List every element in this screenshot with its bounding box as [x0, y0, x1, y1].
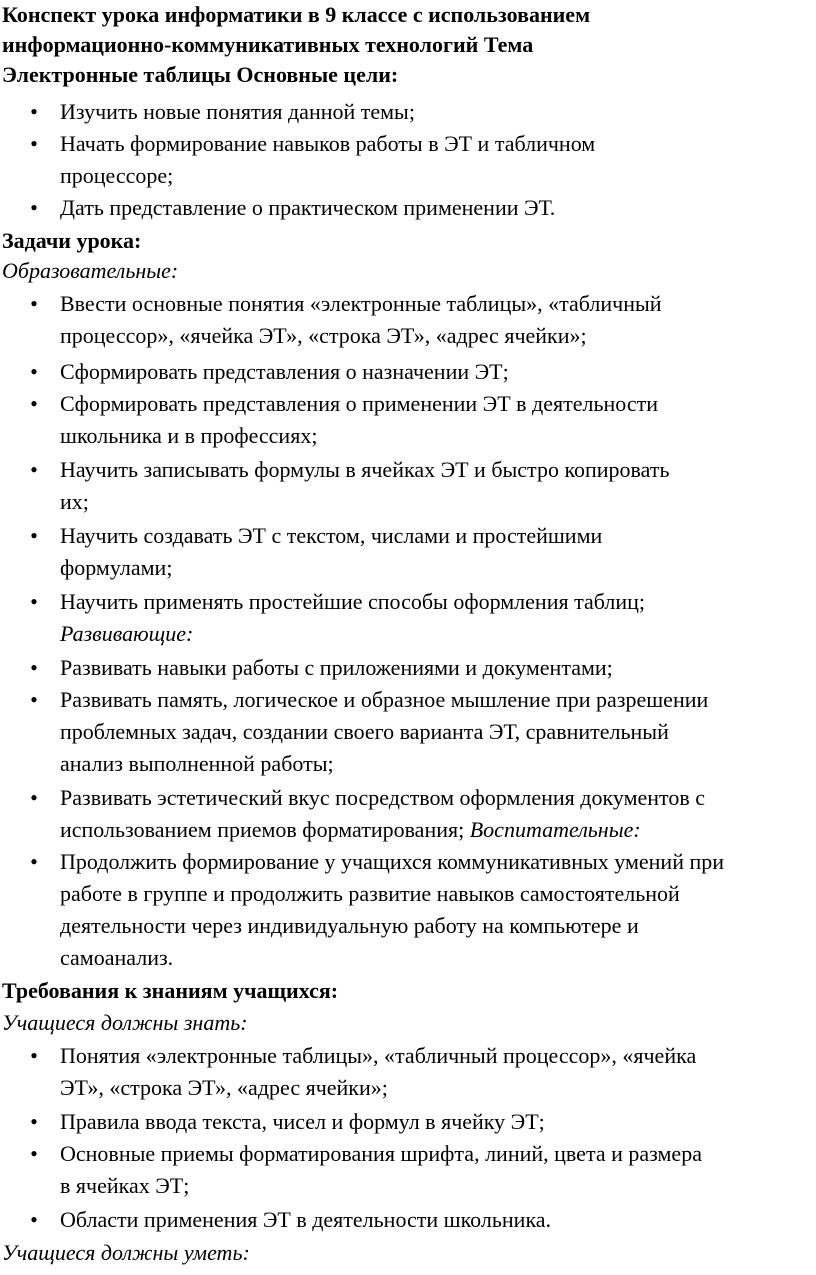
bullet-icon: •: [30, 99, 38, 124]
goal-text: процессоре;: [60, 163, 174, 188]
document-title: [2, 0, 812, 90]
item-text: в ячейках ЭТ;: [60, 1173, 190, 1198]
bullet-icon: •: [30, 291, 38, 316]
bullet-icon: •: [30, 785, 38, 810]
educational-item: [30, 586, 812, 650]
item-text: формулами;: [60, 555, 173, 580]
tasks-heading: Задачи урока:: [2, 228, 142, 253]
item-text: Понятия «электронные таблицы», «табличный процессор», «ячейка: [60, 1043, 697, 1068]
item-text: анализ выполненной работы;: [60, 751, 334, 776]
bullet-icon: •: [30, 589, 38, 614]
must-know-heading: Учащиеся должны знать:: [2, 1010, 248, 1035]
educational-item: [30, 388, 812, 452]
item-text: Продолжить формирование у учащихся коммуникативных умений при: [60, 849, 725, 874]
educational-heading: Образовательные:: [2, 258, 179, 283]
item-text: Развивать навыки работы с приложениями и документами;: [60, 655, 613, 680]
bullet-icon: •: [30, 849, 38, 874]
bullet-icon: •: [30, 1043, 38, 1068]
item-text: самоанализ.: [60, 945, 174, 970]
item-text: [60, 814, 812, 846]
bullet-icon: •: [30, 391, 38, 416]
must-know-item: [30, 1204, 812, 1236]
upbringing-heading: Воспитательные:: [469, 817, 641, 842]
educational-item: [30, 520, 812, 584]
developing-item: [30, 652, 812, 684]
item-text: Основные приемы форматирования шрифта, линий, цвета и размера: [60, 1141, 702, 1166]
bullet-icon: •: [30, 655, 38, 680]
developing-item: [30, 684, 812, 780]
title-line: информационно-коммуникативных технологий Тема: [2, 32, 534, 57]
bullet-icon: •: [30, 1207, 38, 1232]
item-text: Развивать память, логическое и образное мышление при разрешении: [60, 687, 709, 712]
goal-item: [30, 96, 812, 128]
item-text: их;: [60, 489, 89, 514]
developing-item: [30, 782, 812, 846]
item-text: процессор», «ячейка ЭТ», «строка ЭТ», «адрес ячейки»;: [60, 323, 587, 348]
developing-item: [30, 846, 812, 974]
must-know-item: [30, 1040, 812, 1104]
goal-item: [30, 128, 812, 192]
item-text-part: использованием приемов форматирования;: [60, 817, 470, 842]
title-line: Конспект урока информатики в 9 классе с использованием: [2, 2, 591, 27]
goal-text: Дать представление о практическом применении ЭТ.: [60, 195, 556, 220]
bullet-icon: •: [30, 687, 38, 712]
item-text: Научить записывать формулы в ячейках ЭТ и быстро копировать: [60, 457, 670, 482]
developing-heading: Развивающие:: [60, 621, 194, 646]
item-text: Развивать эстетический вкус посредством оформления документов с: [60, 785, 706, 810]
item-text: Сформировать представления о назначении ЭТ;: [60, 359, 509, 384]
item-text: работе в группе и продолжить развитие навыков самостоятельной: [60, 881, 680, 906]
bullet-icon: •: [30, 195, 38, 220]
educational-item: [30, 356, 812, 388]
bullet-icon: •: [30, 1141, 38, 1166]
bullet-icon: •: [30, 131, 38, 156]
bullet-icon: •: [30, 523, 38, 548]
educational-item: [30, 288, 812, 352]
title-line: Электронные таблицы Основные цели:: [2, 62, 399, 87]
bullet-icon: •: [30, 359, 38, 384]
must-do-heading: Учащиеся должны уметь:: [2, 1240, 250, 1265]
item-text: деятельности через индивидуальную работу на компьютере и: [60, 913, 639, 938]
requirements-heading: Требования к знаниям учащихся:: [2, 978, 339, 1003]
item-text: Сформировать представления о применении ЭТ в деятельности: [60, 391, 658, 416]
item-text: Научить создавать ЭТ с текстом, числами и простейшими: [60, 523, 603, 548]
educational-item: [30, 454, 812, 518]
item-text: Области применения ЭТ в деятельности школьника.: [60, 1207, 552, 1232]
must-know-item: [30, 1138, 812, 1202]
item-text: Ввести основные понятия «электронные таблицы», «табличный: [60, 291, 662, 316]
item-text: школьника и в профессиях;: [60, 423, 318, 448]
item-text: Научить применять простейшие способы оформления таблиц;: [60, 589, 646, 614]
goal-text: Начать формирование навыков работы в ЭТ и табличном: [60, 131, 596, 156]
bullet-icon: •: [30, 1109, 38, 1134]
item-text: Правила ввода текста, чисел и формул в ячейку ЭТ;: [60, 1109, 545, 1134]
item-text: проблемных задач, создании своего варианта ЭТ, сравнительный: [60, 719, 669, 744]
item-text: ЭТ», «строка ЭТ», «адрес ячейки»;: [60, 1075, 388, 1100]
bullet-icon: •: [30, 457, 38, 482]
goal-item: [30, 192, 812, 224]
must-know-item: [30, 1106, 812, 1138]
goal-text: Изучить новые понятия данной темы;: [60, 99, 415, 124]
